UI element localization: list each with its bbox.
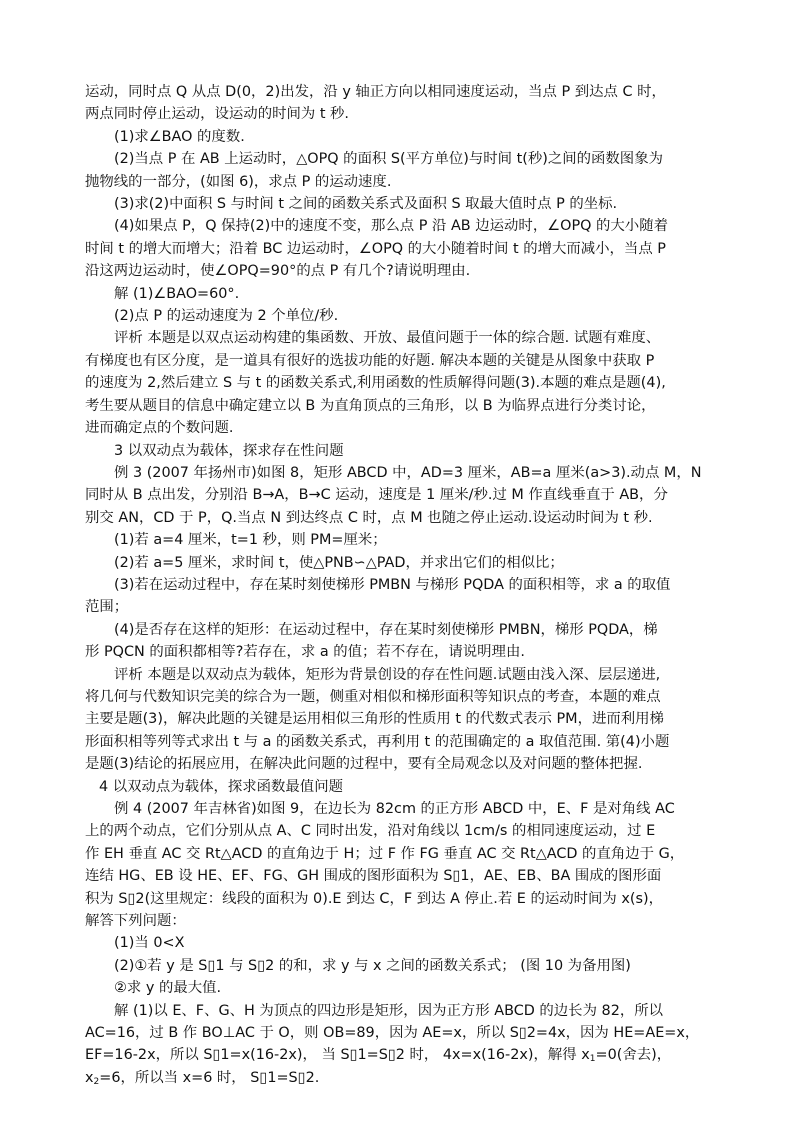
line-text: 时间 t 的增大而增大；沿着 BC 边运动时，∠OPQ 的大小随着时间 t 的增大而减小，当点 P (85, 240, 666, 257)
line-text: 两点同时停止运动，设运动的时间为 t 秒. (85, 106, 350, 123)
line-text: x (85, 1069, 94, 1086)
line-text: 积为 S▯2(这里规定：线段的面积为 0).E 到达 C，F 到达 A 停止.若 E 的运动时间为 x(s)， (85, 890, 664, 907)
text-line (85, 462, 715, 484)
text-line (85, 305, 715, 327)
text-line (85, 596, 715, 618)
text-line (85, 126, 715, 148)
line-text: 上的两个动点，它们分别从点 A、C 同时出发，沿对角线以 1cm/s 的相同速度运动，过 E (85, 823, 656, 840)
text-line (85, 171, 715, 193)
text-line (85, 529, 715, 551)
text-line (85, 484, 715, 506)
line-text: 别交 AN，CD 于 P，Q.当点 N 到达终点 C 时，点 M 也随之停止运动.设运动时间为 t 秒. (85, 509, 653, 526)
text-line (85, 148, 715, 170)
line-text: 抛物线的一部分，(如图 6)，求点 P 的运动速度. (85, 173, 392, 190)
text-line (85, 372, 715, 394)
line-text: 范围； (85, 599, 129, 616)
text-line (85, 103, 715, 125)
subscript: 2 (93, 1076, 100, 1087)
text-line (85, 910, 715, 932)
text-line (85, 753, 715, 775)
line-text: (3)若在运动过程中，存在某时刻使梯形 PMBN 与梯形 PQDA 的面积相等，求 a 的取值 (114, 576, 671, 593)
subscript: 1 (589, 1054, 596, 1065)
text-line (85, 1067, 715, 1089)
line-text: 解 (1)∠BAO=60°. (114, 285, 240, 302)
line-text: 例 3 (2007 年扬州市)如图 8，矩形 ABCD 中，AD=3 厘米，AB=a 厘米(a>3).动点 M，N (114, 464, 702, 481)
text-line (85, 977, 715, 999)
line-tail: =0(舍去)， (595, 1047, 672, 1064)
text-line (85, 260, 715, 282)
line-text: 考生要从题目的信息中确定建立以 B 为直角顶点的三角形，以 B 为临界点进行分类讨论， (85, 397, 656, 414)
document-body (85, 81, 715, 1089)
text-line (85, 664, 715, 686)
text-line (85, 507, 715, 529)
line-text: 进而确定点的个数问题. (85, 420, 234, 437)
line-text: 连结 HG、EB 设 HE、EF、FG、GH 围成的图形面积为 S▯1，AE、EB、BA 围成的图形面 (85, 868, 662, 885)
line-text: 有梯度也有区分度，是一道具有很好的选拔功能的好题. 解决本题的关键是从图象中获取 P (85, 352, 655, 369)
text-line (85, 686, 715, 708)
line-text: (1)当 0<X (114, 935, 185, 952)
text-line (85, 395, 715, 417)
text-line (85, 215, 715, 237)
text-line (85, 731, 715, 753)
text-line (85, 1022, 715, 1044)
text-line (85, 888, 715, 910)
text-line (85, 417, 715, 439)
text-line (85, 619, 715, 641)
text-line (85, 1044, 715, 1066)
line-text: 将几何与代数知识完美的综合为一题，侧重对相似和梯形面积等知识点的考查，本题的难点 (85, 688, 661, 705)
text-line (85, 932, 715, 954)
line-text: (3)求(2)中面积 S 与时间 t 之间的函数关系式及面积 S 取最大值时点 P 的坐标. (114, 196, 618, 213)
text-line (85, 327, 715, 349)
line-text: 4 以双动点为载体，探求函数最值问题 (99, 778, 343, 795)
line-text: (2)若 a=5 厘米，求时间 t，使△PNB∽△PAD，并求出它们的相似比； (114, 554, 564, 571)
line-text: (1)若 a=4 厘米，t=1 秒，则 PM=厘米； (114, 532, 387, 549)
line-text: 主要是题(3)，解决此题的关键是运用相似三角形的性质用 t 的代数式表示 PM，进而利用梯 (85, 711, 664, 728)
text-line (85, 798, 715, 820)
text-line (85, 1000, 715, 1022)
line-text: (2)①若 y 是 S▯1 与 S▯2 的和，求 y 与 x 之间的函数关系式； (图 10 为备用图) (114, 957, 631, 974)
line-text: 是题(3)结论的拓展应用，在解决此问题的过程中，要有全局观念以及对问题的整体把握. (85, 756, 643, 773)
line-text: 评析 本题是以双动点为载体，矩形为背景创设的存在性问题.试题由浅入深、层层递进, (114, 666, 661, 683)
text-line (85, 350, 715, 372)
line-text: AC=16，过 B 作 BO⊥AC 于 O，则 OB=89，因为 AE=x，所以 S▯2=4x，因为 HE=AE=x， (85, 1025, 700, 1042)
line-text: ②求 y 的最大值. (114, 980, 222, 997)
line-text: (2)当点 P 在 AB 上运动时，△OPQ 的面积 S(平方单位)与时间 t(秒)之间的函数图象为 (114, 151, 663, 168)
line-text: 作 EH 垂直 AC 交 Rt△ACD 的直角边于 H；过 F 作 FG 垂直 AC 交 Rt△ACD 的直角边于 G， (85, 845, 685, 862)
line-text: (1)求∠BAO 的度数. (114, 128, 245, 145)
text-line (85, 776, 715, 798)
text-line (85, 440, 715, 462)
text-line (85, 283, 715, 305)
line-text: 同时从 B 点出发，分别沿 B→A，B→C 运动，速度是 1 厘米/秒.过 M 作直线垂直于 AB，分 (85, 487, 668, 504)
line-text: 运动，同时点 Q 从点 D(0，2)出发，沿 y 轴正方向以相同速度运动，当点 P 到达点 C 时， (85, 84, 666, 100)
line-text: 形 PQCN 的面积都相等?若存在，求 a 的值；若不存在，请说明理由. (85, 644, 525, 661)
text-line (85, 820, 715, 842)
text-line (85, 708, 715, 730)
line-text: (4)如果点 P，Q 保持(2)中的速度不变，那么点 P 沿 AB 边运动时，∠OPQ 的大小随着 (114, 218, 668, 235)
line-text: 例 4 (2007 年吉林省)如图 9，在边长为 82cm 的正方形 ABCD 中，E、F 是对角线 AC (114, 801, 675, 817)
line-text: 3 以双动点为载体，探求存在性问题 (114, 442, 344, 459)
text-line (85, 193, 715, 215)
line-text: EF=16-2x，所以 S▯1=x(16-2x)， 当 S▯1=S▯2 时， 4x=x(16-2x)，解得 x (85, 1047, 590, 1064)
line-text: 解 (1)以 E、F、G、H 为顶点的四边形是矩形，因为正方形 ABCD 的边长为 82，所以 (114, 1002, 664, 1019)
line-text: 形面积相等列等式求出 t 与 a 的函数关系式，再利用 t 的范围确定的 a 取值范围. 第(4)小题 (85, 733, 670, 750)
line-text: (4)是否存在这样的矩形：在运动过程中，存在某时刻使梯形 PMBN，梯形 PQDA，梯 (114, 621, 658, 638)
text-line (85, 843, 715, 865)
line-tail: =6，所以当 x=6 时， S▯1=S▯2. (99, 1069, 320, 1086)
line-text: 解答下列问题： (85, 913, 186, 930)
text-line (85, 552, 715, 574)
line-text: 的速度为 2,然后建立 S 与 t 的函数关系式,利用函数的性质解得问题(3).本题的难点是题(4), (85, 375, 666, 392)
text-line (85, 574, 715, 596)
line-text: 沿这两边运动时，使∠OPQ=90°的点 P 有几个?请说明理由. (85, 263, 471, 280)
text-line (85, 238, 715, 260)
text-line (85, 955, 715, 977)
text-line (85, 81, 715, 103)
line-text: (2)点 P 的运动速度为 2 个单位/秒. (114, 308, 339, 325)
text-line (85, 641, 715, 663)
line-text: 评析 本题是以双点运动构建的集函数、开放、最值问题于一体的综合题. 试题有难度、 (114, 330, 661, 347)
text-line (85, 865, 715, 887)
